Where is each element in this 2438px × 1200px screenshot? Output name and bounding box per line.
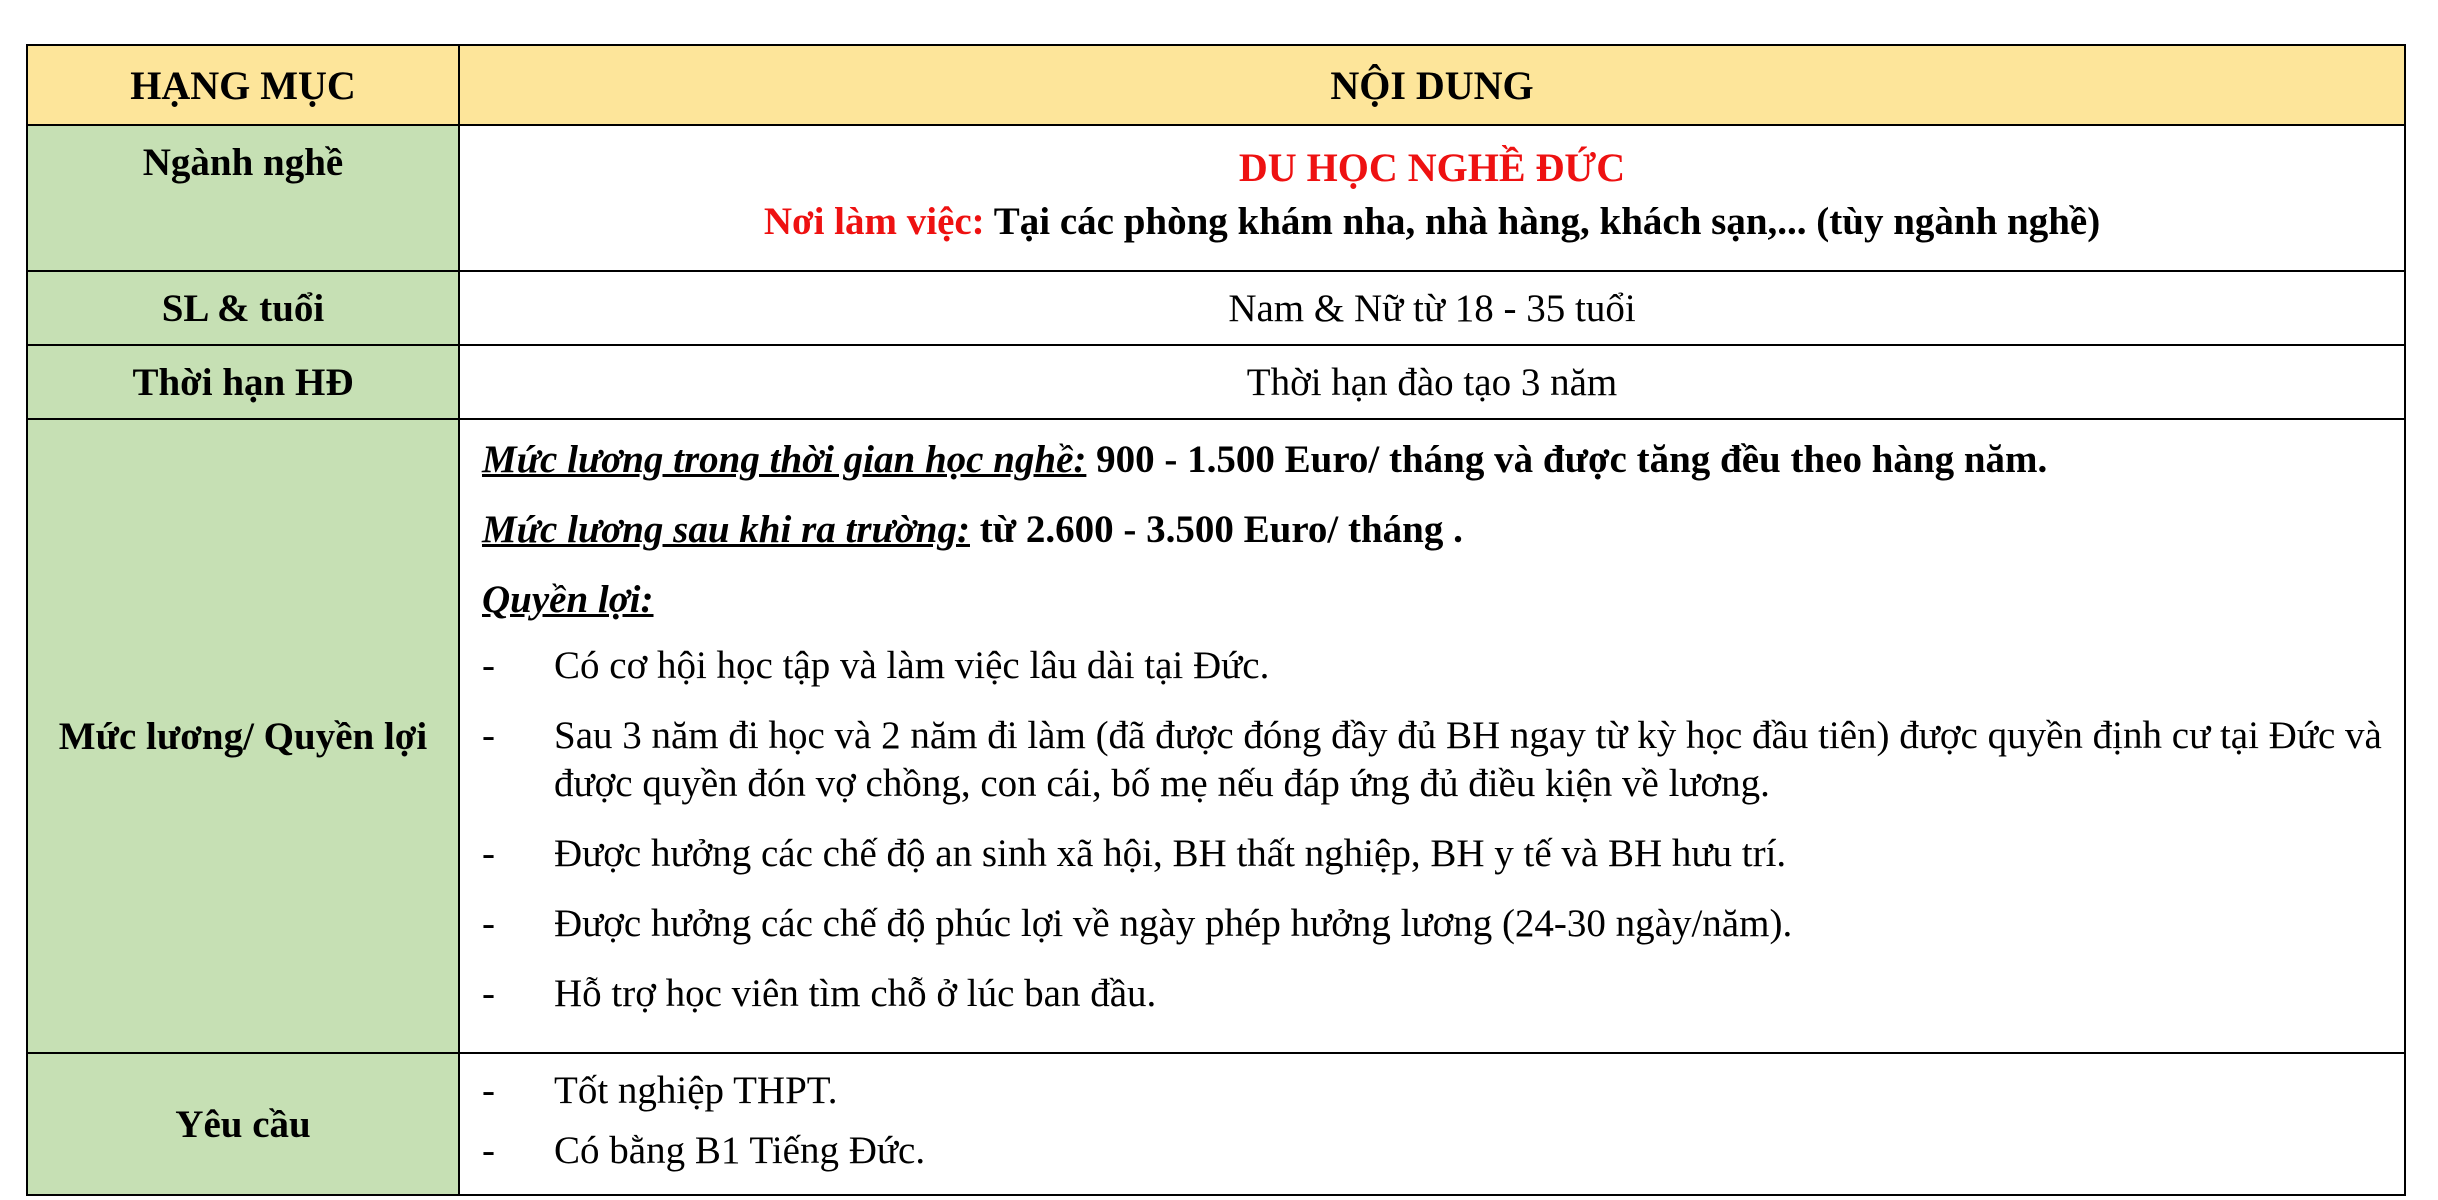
list-item-text: Sau 3 năm đi học và 2 năm đi làm (đã được đóng đầy đủ BH ngay từ kỳ học đầu tiên) được quyền định cư tại Đức và được quyền đón vợ chồng, con cái, bố mẹ nếu đáp ứng đủ điều kiện về lương.: [554, 714, 2382, 805]
label-yeu-cau: Yêu cầu: [27, 1053, 459, 1195]
requirements-list: [482, 1067, 2382, 1175]
table-row: [27, 419, 2405, 1053]
list-item: [482, 1127, 2382, 1175]
dash-bullet: -: [482, 902, 495, 945]
salary-after-graduation: [482, 502, 2382, 558]
workplace-line: [460, 194, 2404, 250]
label-nganh-nghe: Ngành nghề: [27, 125, 459, 271]
dash-bullet: -: [482, 714, 495, 757]
label-muc-luong: Mức lương/ Quyền lợi: [27, 419, 459, 1053]
list-item-text: Có cơ hội học tập và làm việc lâu dài tại Đức.: [554, 644, 1270, 687]
program-title: DU HỌC NGHỀ ĐỨC: [1238, 145, 1626, 190]
workplace-label: Nơi làm việc:: [763, 200, 985, 243]
workplace-value: Tại các phòng khám nha, nhà hàng, khách sạn,... (tùy ngành nghề): [984, 200, 2101, 243]
table-row: [27, 1053, 2405, 1195]
dash-bullet: -: [482, 1129, 495, 1172]
content-thoi-han: Thời hạn đào tạo 3 năm: [459, 345, 2405, 419]
list-item: [482, 900, 2382, 948]
list-item-text: Hỗ trợ học viên tìm chỗ ở lúc ban đầu.: [554, 972, 1157, 1015]
list-item-text: Được hưởng các chế độ an sinh xã hội, BH thất nghiệp, BH y tế và BH hưu trí.: [554, 832, 1787, 875]
list-item: [482, 1067, 2382, 1115]
program-info-table: [26, 44, 2406, 1196]
content-yeu-cau: [459, 1053, 2405, 1195]
list-item-text: Có bằng B1 Tiếng Đức.: [554, 1129, 926, 1172]
header-category: HẠNG MỤC: [27, 45, 459, 125]
label-thoi-han: Thời hạn HĐ: [27, 345, 459, 419]
list-item-text: Tốt nghiệp THPT.: [554, 1069, 838, 1112]
salary-after-graduation-value: từ 2.600 - 3.500 Euro/ tháng .: [969, 508, 1463, 551]
dash-bullet: -: [482, 1069, 495, 1112]
content-muc-luong: [459, 419, 2405, 1053]
list-item: [482, 712, 2382, 808]
table-row: [27, 345, 2405, 419]
content-nganh-nghe: [459, 125, 2405, 271]
table-row: [27, 125, 2405, 271]
dash-bullet: -: [482, 972, 495, 1015]
table-row: [27, 271, 2405, 345]
list-item: [482, 642, 2382, 690]
table-header-row: [27, 45, 2405, 125]
salary-after-graduation-label: Mức lương sau khi ra trường:: [482, 508, 970, 551]
benefits-heading: [482, 572, 2382, 628]
content-sl-tuoi: Nam & Nữ từ 18 - 35 tuổi: [459, 271, 2405, 345]
list-item: [482, 830, 2382, 878]
header-content: NỘI DUNG: [459, 45, 2405, 125]
list-item-text: Được hưởng các chế độ phúc lợi về ngày phép hưởng lương (24-30 ngày/năm).: [554, 902, 1793, 945]
list-item: [482, 970, 2382, 1018]
salary-during-training-value: 900 - 1.500 Euro/ tháng và được tăng đều theo hàng năm.: [1086, 438, 2048, 481]
salary-during-training: [482, 432, 2382, 488]
salary-during-training-label: Mức lương trong thời gian học nghề:: [482, 438, 1087, 481]
dash-bullet: -: [482, 832, 495, 875]
label-sl-tuoi: SL & tuổi: [27, 271, 459, 345]
benefits-heading-label: Quyền lợi:: [482, 578, 654, 621]
dash-bullet: -: [482, 644, 495, 687]
benefits-list: [482, 642, 2382, 1018]
